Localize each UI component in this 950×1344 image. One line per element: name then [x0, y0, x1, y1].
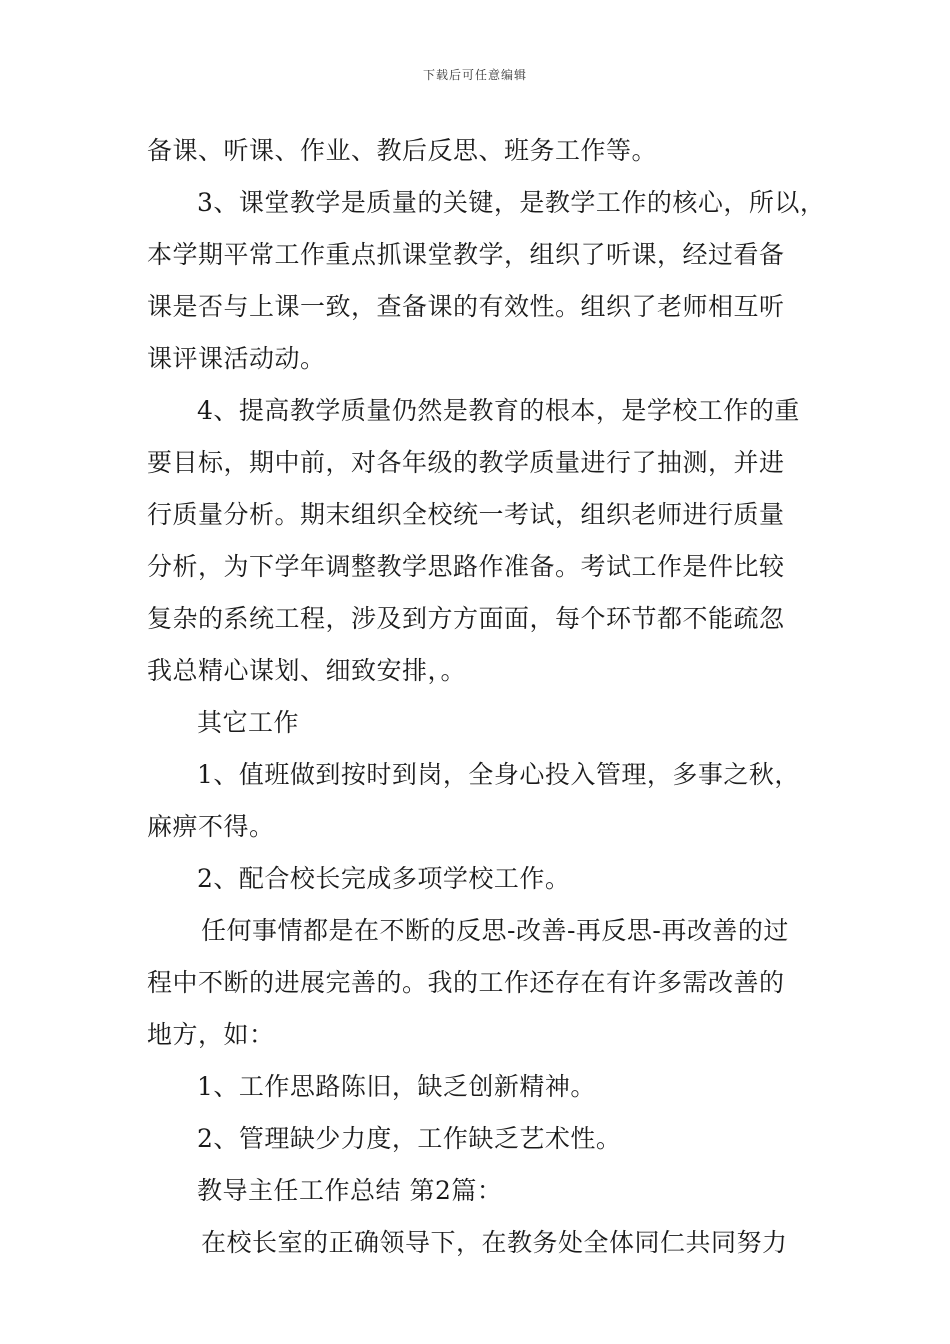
- section-heading: 教导主任工作总结 第2篇：: [197, 1176, 503, 1205]
- text-line: 行质量分析。期末组织全校统一考试，组织老师进行质量: [147, 500, 785, 529]
- text-line: 1、值班做到按时到岗，全身心投入管理，多事之秋，: [197, 760, 800, 789]
- text-line: 4、提高教学质量仍然是教育的根本，是学校工作的重: [197, 396, 800, 425]
- text-line: 课评课活动动。: [147, 344, 326, 373]
- text-line: 2、管理缺少力度，工作缺乏艺术性。: [197, 1124, 622, 1153]
- text-line: 复杂的系统工程，涉及到方方面面，每个环节都不能疏忽: [147, 604, 785, 633]
- text-line: 要目标，期中前，对各年级的教学质量进行了抽测，并进: [147, 448, 785, 477]
- text-line: 2、配合校长完成多项学校工作。: [197, 864, 571, 893]
- text-line: 麻痹不得。: [147, 812, 275, 841]
- text-line: 本学期平常工作重点抓课堂教学，组织了听课，经过看备: [147, 240, 785, 269]
- text-line: 课是否与上课一致，查备课的有效性。组织了老师相互听: [147, 292, 785, 321]
- text-line: 程中不断的进展完善的。我的工作还存在有许多需改善的: [147, 968, 785, 997]
- section-heading: 其它工作: [197, 708, 300, 737]
- text-line: 在校长室的正确领导下，在教务处全体同仁共同努力: [201, 1228, 788, 1257]
- text-line: 任何事情都是在不断的反思-改善-再反思-再改善的过: [201, 916, 789, 945]
- document-body: [147, 128, 827, 1272]
- text-line: 我总精心谋划、细致安排，。: [147, 656, 467, 685]
- text-line: 备课、听课、作业、教后反思、班务工作等。: [147, 136, 658, 165]
- text-line: 1、工作思路陈旧，缺乏创新精神。: [197, 1072, 596, 1101]
- page-header: 下载后可任意编辑: [422, 68, 527, 82]
- text-line: 地方，如：: [147, 1020, 275, 1049]
- text-line: 3、课堂教学是质量的关键，是教学工作的核心，所以，: [197, 188, 826, 217]
- text-line: 分析，为下学年调整教学思路作准备。考试工作是件比较: [147, 552, 785, 581]
